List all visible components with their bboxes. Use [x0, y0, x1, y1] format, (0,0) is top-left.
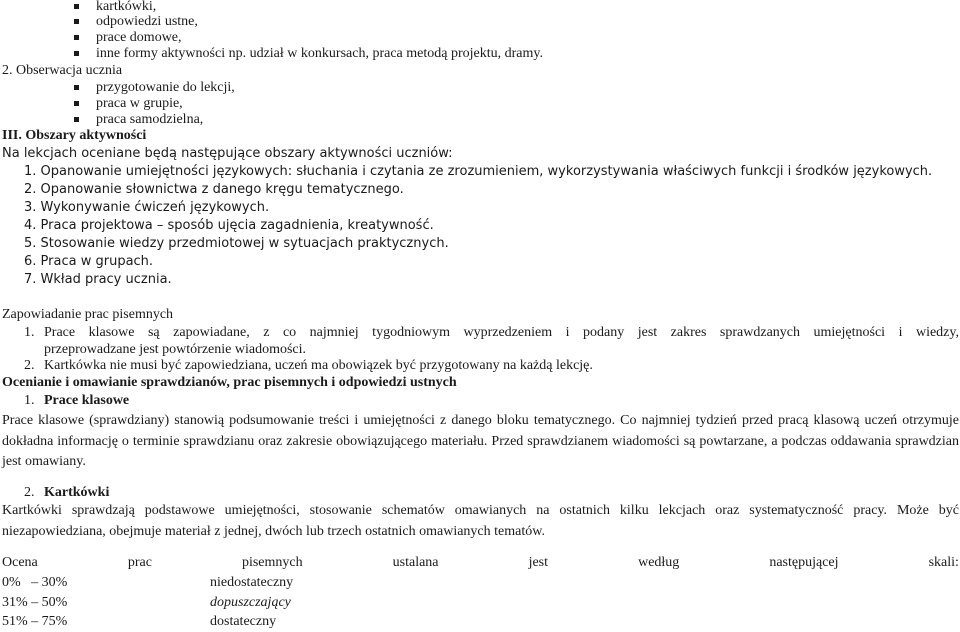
list-item: 1. Opanowanie umiejętności językowych: słuchania i czytania ze zrozumieniem, wykorzystywania właściwych funkcji i środków językowych. — [24, 164, 933, 179]
square-bullet-icon — [74, 51, 79, 56]
square-bullet-icon — [74, 85, 79, 90]
quizzes-paragraph: Kartkówki sprawdzają podstawowe umiejętności, stosowanie schematów omawianych na ostatnich kilku lekcjach oraz systematyczność pracy. Może być niezapowiedziana, obejmuje materiał z jednej, dwóch lub trzech ostatnich omawianych tematów. — [2, 503, 959, 539]
square-bullet-icon — [74, 19, 79, 24]
announce-item-1-cont: przeprowadzane jest powtórzenie wiadomości. — [44, 342, 307, 357]
list-number: 1. — [24, 325, 35, 340]
list-item: odpowiedzi ustne, — [74, 13, 198, 31]
list-item: 3. Wykonywanie ćwiczeń językowych. — [24, 200, 270, 215]
scale-range: 0% – 30% — [2, 575, 68, 590]
list-item: kartkówki, — [74, 0, 156, 16]
list-item: prace domowe, — [74, 29, 182, 47]
square-bullet-icon — [74, 35, 79, 40]
list-number: 2. — [24, 358, 35, 373]
list-item: 2. Opanowanie słownictwa z danego kręgu tematycznego. — [24, 182, 404, 197]
list-item: inne formy aktywności np. udział w konkursach, praca metodą projektu, dramy. — [74, 45, 543, 63]
section-intro: Na lekcjach oceniane będą następujące obszary aktywności uczniów: — [2, 146, 453, 161]
scale-intro: Ocena prac pisemnych ustalana jest według następującej skali: — [2, 555, 959, 570]
list-item: 4. Praca projektowa – sposób ujęcia zagadnienia, kreatywność. — [24, 218, 434, 233]
announce-item-2: Kartkówka nie musi być zapowiedziana, uczeń ma obowiązek być przygotowany na każdą lekcję. — [44, 358, 593, 373]
square-bullet-icon — [74, 4, 79, 9]
square-bullet-icon — [74, 101, 79, 106]
scale-grade: niedostateczny — [210, 575, 294, 590]
list-item: 5. Stosowanie wiedzy przedmiotowej w sytuacjach praktycznych. — [24, 236, 449, 251]
list-item: 6. Praca w grupach. — [24, 254, 154, 269]
scale-grade: dopuszczający — [210, 595, 291, 610]
list-item: przygotowanie do lekcji, — [74, 79, 235, 97]
grading-heading: Ocenianie i omawianie sprawdzianów, prac pisemnych i odpowiedzi ustnych — [2, 375, 457, 390]
subsection-quizzes: 2. Kartkówki — [24, 485, 110, 500]
announce-heading: Zapowiadanie prac pisemnych — [2, 307, 174, 322]
subsection-tests: 1. Prace klasowe — [24, 393, 130, 408]
list-item: praca samodzielna, — [74, 111, 203, 129]
section-heading: III. Obszary aktywności — [2, 128, 147, 143]
observation-heading: 2. Obserwacja ucznia — [2, 63, 123, 78]
scale-range: 31% – 50% — [2, 595, 68, 610]
scale-range: 51% – 75% — [2, 614, 68, 629]
tests-paragraph: Prace klasowe (sprawdziany) stanowią podsumowanie treści i umiejętności z danego bloku tematycznego. Co najmniej tydzień przed pracą klasową uczeń otrzymuje dokładna informację o terminie sprawdzianu oraz zakresie obowiązującego materiału. Przed sprawdzianem wiadomości są powtarzane, a podczas oddawania sprawdzian jest omawiany. — [2, 413, 959, 469]
square-bullet-icon — [74, 117, 79, 122]
announce-item-1: Prace klasowe są zapowiadane, z co najmniej tygodniowym wyprzedzeniem i podany jest zakres sprawdzanych umiejętności i wiedzy, — [44, 325, 959, 340]
list-item: 7. Wkład pracy ucznia. — [24, 272, 172, 287]
scale-grade: dostateczny — [210, 614, 277, 629]
list-item: praca w grupie, — [74, 95, 183, 113]
